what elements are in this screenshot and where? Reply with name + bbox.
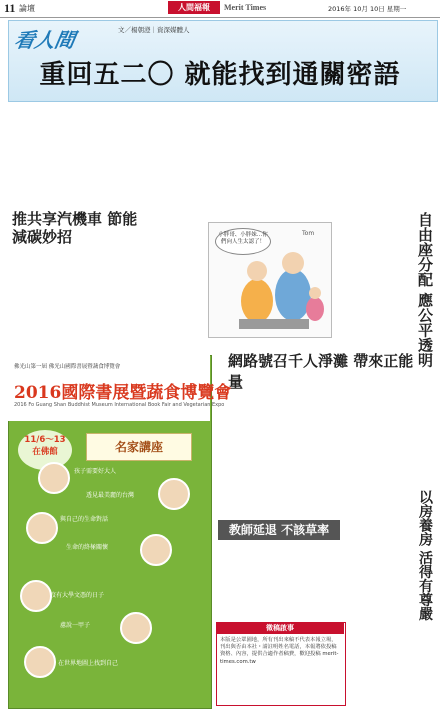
article-headline-seating: 自由座分配 應公平透明 (416, 212, 434, 368)
ad-date-range: 11/6～13 (24, 435, 66, 445)
speaker-photo (38, 462, 70, 494)
speaker-topic: 在世界地圖上找到自己 (58, 660, 119, 667)
ad-panel-title: 名家講座 (86, 433, 192, 461)
speaker-topic: 沒有大學文憑的日子 (50, 592, 105, 599)
section-name: 論壇 (19, 4, 35, 13)
article-headline-beach-cleanup: 網路號召千人淨灘 帶來正能量 (228, 352, 414, 391)
speaker-photo (20, 580, 52, 612)
article-headline-teacher: 教師延退 不該草率 (218, 520, 340, 540)
article-text-block (348, 488, 418, 704)
ad-title: 2016國際書展暨蔬食博覽會 (14, 383, 232, 403)
ad-sponsor: 佛光山第一屆 佛光山國際書展暨蔬食博覽會 (14, 364, 121, 370)
speech-bubble: 小胖哥、小胖妹…你們向人生太認了！ (215, 228, 271, 255)
speaker-photo (158, 478, 190, 510)
notice-body: 本版是公眾園地，所有刊出來稿不代表本報立場，刊出與否由本社・請註明姓名電話，本報將依投稿資格、內容，提供合適作者稿費，歡迎投稿 merit-times.com.tw (220, 637, 339, 665)
article-text-block (214, 544, 344, 620)
ad-subtitle: 2016 Fo Guang Shan Buddhist Museum International Book Fair and Vegetarian Expo (14, 402, 225, 408)
notice-title: 徵稿啟事 (216, 622, 344, 634)
article-text-block (10, 104, 206, 208)
speaker-topic: 透見最美麗的台灣 (86, 492, 135, 499)
cartoon-credit: Tom (302, 230, 315, 237)
speaker-topic: 與自己的生命對話 (60, 516, 109, 523)
speaker-photo (120, 612, 152, 644)
ad-venue: 在佛館 (32, 447, 58, 457)
speaker-photo (140, 534, 172, 566)
newspaper-brand: Merit Times (224, 3, 267, 12)
speaker-topic: 孩子需要好大人 (74, 468, 117, 475)
speaker-photo (26, 512, 58, 544)
speaker-photo (24, 646, 56, 678)
issue-date: 2016年 10月 10日 星期一 (328, 5, 407, 13)
column-logo: 看人間 (12, 28, 77, 52)
page-number: 11 (4, 1, 16, 15)
newspaper-logo: 人間福報 (168, 1, 220, 14)
article-text-block (10, 250, 206, 346)
article-headline-carshare: 推共享汽機車 節能減碳妙招 (12, 210, 138, 246)
speaker-topic: 慮說一甲子 (60, 622, 91, 629)
article-headline-housing: 以房養房 活得有尊嚴 (417, 490, 433, 621)
byline: 文／楊朝澄｜資深媒體人 (118, 26, 190, 34)
article-text-block (334, 222, 414, 346)
article-text-block (210, 104, 436, 216)
speaker-topic: 生命的終極關懷 (66, 544, 109, 551)
main-headline: 重回五二〇 就能找到通關密語 (39, 60, 401, 90)
